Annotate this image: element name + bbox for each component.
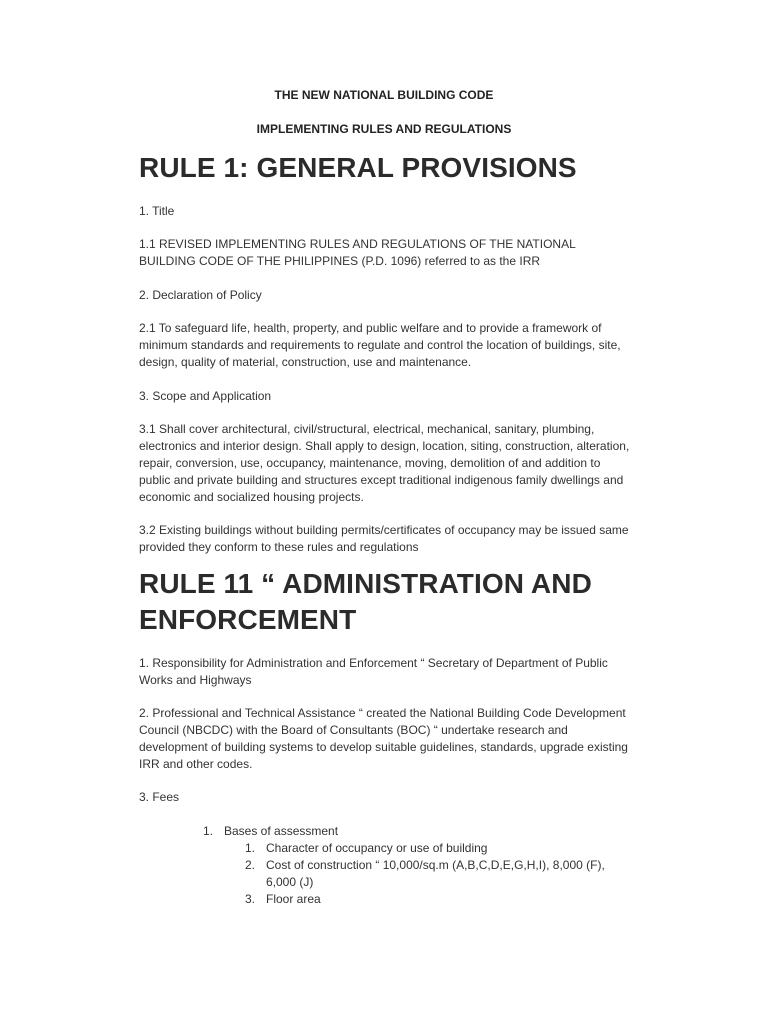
document-subtitle: IMPLEMENTING RULES AND REGULATIONS	[256, 122, 512, 136]
rule-1-heading: RULE 1: GENERAL PROVISIONS	[139, 152, 577, 183]
rule-1-paragraph: 2. Declaration of Policy	[139, 288, 262, 302]
list-number: 1.	[245, 841, 256, 855]
list-item-label: Character of occupancy or use of building	[266, 841, 488, 855]
sub-list-wrapper	[139, 840, 606, 908]
rule-1-paragraph: 3.2 Existing buildings without building permits/certificates of occupancy may be issued same provided they conform to these rules and regulations	[139, 523, 629, 554]
rule-11-paragraph: 2. Professional and Technical Assistance “ created the National Building Code Development Council (NBCDC) with the Board of Consultants (BOC) “ undertake research and development of building systems to develop suitable guidelines, standards, upgrade existing IRR and other codes.	[139, 706, 628, 771]
rule-1-paragraph: 1. Title	[139, 204, 175, 218]
fees-list	[139, 823, 606, 908]
list-item	[139, 857, 606, 891]
list-item	[139, 840, 606, 857]
list-item	[139, 891, 606, 908]
rule-1-paragraph: 3. Scope and Application	[139, 389, 272, 403]
assessment-bases-list	[139, 840, 606, 908]
list-item-label: Cost of construction “ 10,000/sq.m (A,B,C,D,E,G,H,I), 8,000 (F), 6,000 (J)	[266, 858, 605, 889]
list-item-label: Bases of assessment	[224, 824, 339, 838]
rule-1-paragraph: 2.1 To safeguard life, health, property, and public welfare and to provide a framework of minimum standards and requirements to regulate and control the location of buildings, site, design, quality of material, construction, use and maintenance.	[139, 321, 621, 369]
list-number: 1.	[203, 824, 214, 838]
list-item	[139, 823, 606, 840]
list-item-label: Floor area	[266, 892, 321, 906]
rule-11-paragraph: 1. Responsibility for Administration and Enforcement “ Secretary of Department of Public Works and Highways	[139, 656, 608, 687]
list-number: 2.	[245, 858, 256, 872]
list-number: 3.	[245, 892, 256, 906]
rule-11-heading: RULE 11 “ ADMINISTRATION AND ENFORCEMENT	[139, 568, 592, 635]
rule-1-paragraph: 1.1 REVISED IMPLEMENTING RULES AND REGULATIONS OF THE NATIONAL BUILDING CODE OF THE PHILIPPINES (P.D. 1096) referred to as the IRR	[139, 237, 576, 268]
rule-1-paragraph: 3.1 Shall cover architectural, civil/structural, electrical, mechanical, sanitary, plumbing, electronics and interior design. Shall apply to design, location, siting, construction, alteration, repair, conversion, use, occupancy, maintenance, moving, demolition of and addition to public and private building and structures except traditional indigenous family dwellings and economic and socialized housing projects.	[139, 422, 630, 504]
rule-11-paragraph: 3. Fees	[139, 790, 180, 804]
document-title: THE NEW NATIONAL BUILDING CODE	[274, 88, 494, 102]
